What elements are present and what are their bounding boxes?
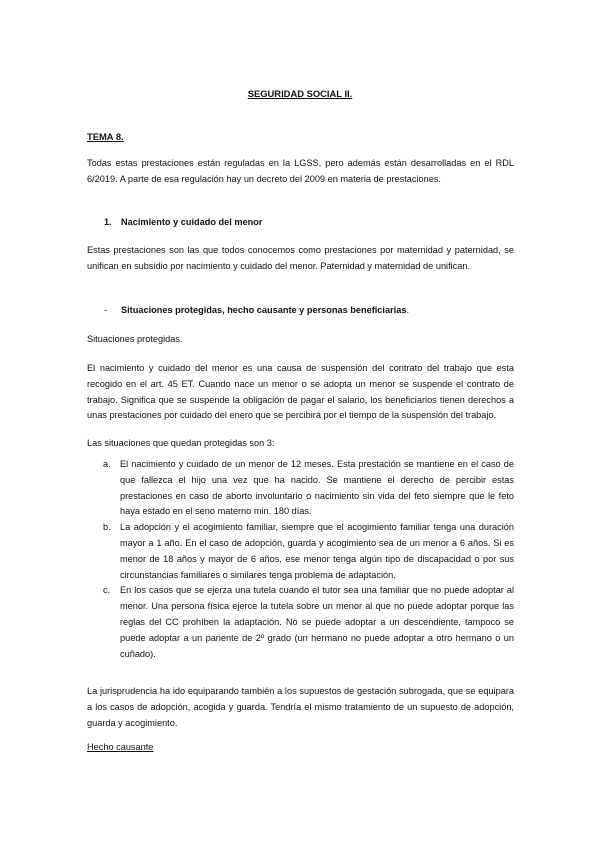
section-number: 1. <box>104 217 112 227</box>
list-item <box>87 583 514 662</box>
list-item <box>87 457 514 520</box>
list-marker: c. <box>103 585 111 596</box>
subsection-heading <box>104 305 409 315</box>
list-marker: b. <box>103 522 111 533</box>
nacimiento-paragraph: El nacimiento y cuidado del menor es una causa de suspensión del contrato del trabajo que esta recogido en el art. 45 ET. Cuando nace un menor o se adopta un menor se suspende el contrato de trabajo. Significa que se suspende la obligación de pagar el salario, los beneficiarios tienen derechos a unas prestaciones por cuidado del enero que se percibirá por el tiempo de la suspensión del trabajo. <box>87 363 514 421</box>
subsection-period: . <box>406 305 409 315</box>
list-item-text: El nacimiento y cuidado de un menor de 12 meses. Esta prestación se mantiene en el caso de que fallezca el hijo una vez que ha nacido. Se mantiene el derecho de percibir estas prestaciones en caso de aborto involuntario o nacimiento sin vida del feto siempre que le feto haya estado en el seno materno min. 180 días. <box>120 459 514 517</box>
situaciones-intro: Las situaciones que quedan protegidas son 3: <box>87 438 275 448</box>
situaciones-list <box>87 457 514 662</box>
list-item-text: En los casos que se ejerza una tutela cuando el tutor sea una familiar que no puede adoptar al menor. Una persona física ejerce la tutela sobre un menor al que no puede adoptar porque las reglas del CC prohíben la adaptación. No se puede adoptar a un descendiente, tampoco se puede adoptar a un pariente de 2º grado (un hermano no puede adoptar a otro hermano o un cuñado). <box>120 585 514 659</box>
hecho-causante-heading: Hecho causante <box>87 742 154 752</box>
intro-paragraph: Todas estas prestaciones están reguladas en la LGSS, pero además están desarrolladas en el RDL 6/2019. A parte de esa regulación hay un decreto del 2009 en materia de prestaciones. <box>87 158 514 184</box>
subsection-label: Situaciones protegidas, hecho causante y personas beneficiarias <box>121 305 407 315</box>
section1-paragraph: Estas prestaciones son las que todos conocemos como prestaciones por maternidad y paternidad, se unifican en subsidio por nacimiento y cuidado del menor. Paternidad y maternidad de unifican. <box>87 245 514 271</box>
section-heading-1 <box>104 217 262 227</box>
bullet-dash: - <box>104 305 108 315</box>
list-marker: a. <box>103 459 111 469</box>
topic-heading: TEMA 8. <box>87 131 124 142</box>
jurisprudencia-paragraph: La jurisprudencia ha ido equiparando también a los supuestos de gestación subrogada, que se equipara a los casos de adopción, acogida y guarda. Tendría el mismo tratamiento de un supuesto de adopción, guarda y acogimiento. <box>87 686 514 728</box>
list-item-text: La adopción y el acogimiento familiar, siempre que el acogimiento familiar tenga una duración mayor a 1 año. En el caso de adopción, guarda y acogimiento sea de un menor a 6 años. Si es menor de 18 años y mayor de 6 años, ese menor tenga algún tipo de discapacidad o por sus circunstancias familiares o similares tenga problema de adaptación. <box>120 522 514 580</box>
list-item <box>87 520 514 583</box>
section-label: Nacimiento y cuidado del menor <box>121 217 263 227</box>
document-title: SEGURIDAD SOCIAL II. <box>247 88 353 99</box>
situaciones-label: Situaciones protegidas. <box>87 334 183 344</box>
